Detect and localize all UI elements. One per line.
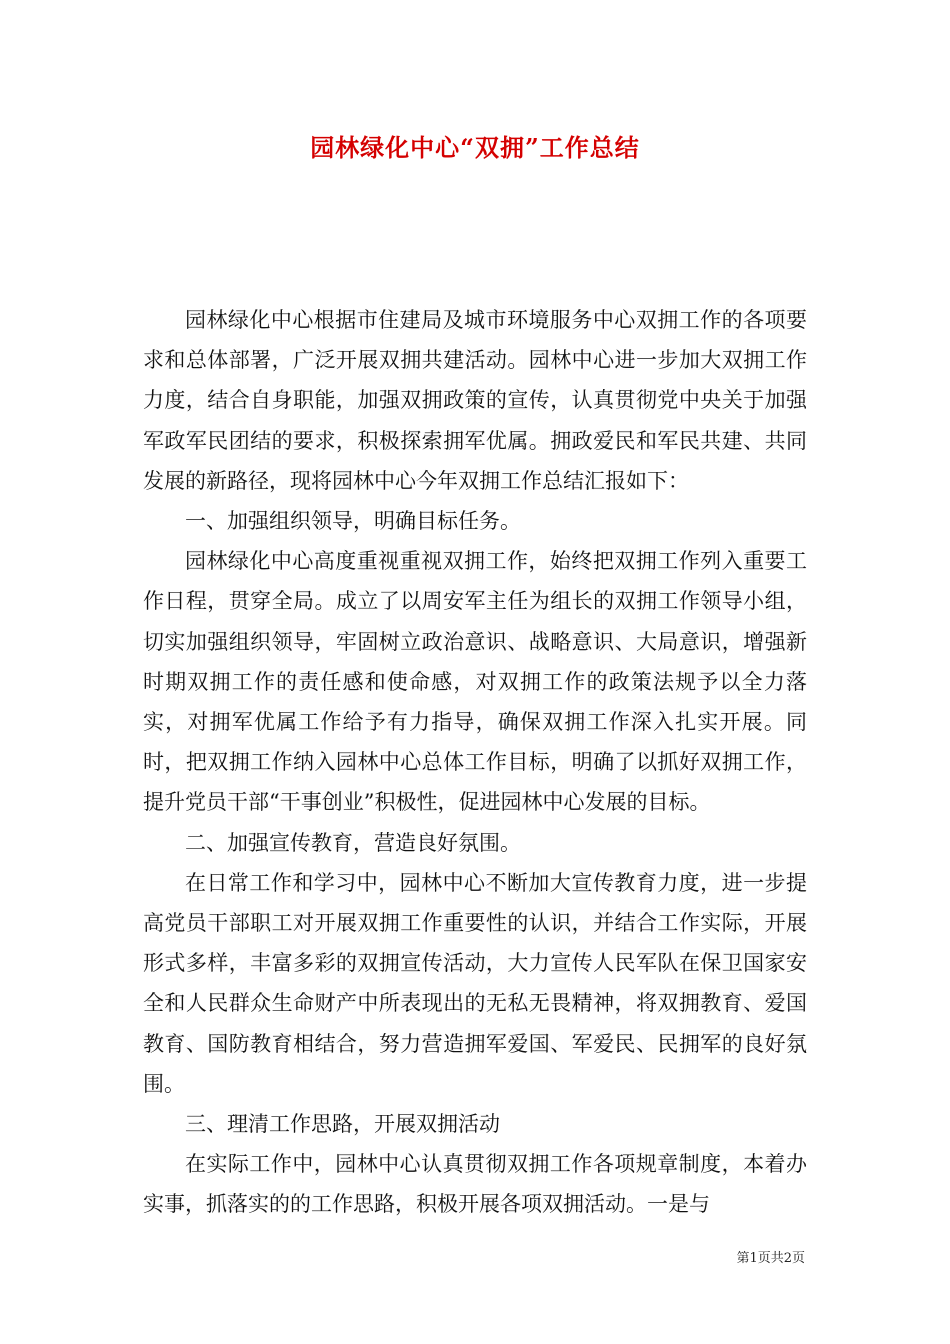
section-heading-1: 一、加强组织领导，明确目标任务。: [185, 509, 521, 534]
section-2-paragraph: 在日常工作和学习中，园林中心不断加大宣传教育力度，进一步提高党员干部职工对开展双拥工作重要性的认识，并结合工作实际，开展形式多样，丰富多彩的双拥宣传活动，大力宣传人民军队在保卫国家安全和人民群众生命财产中所表现出的无私无畏精神，将双拥教育、爱国教育、国防教育相结合，努力营造拥军爱国、军爱民、民拥军的良好氛围。: [143, 870, 807, 1096]
section-heading-2: 二、加强宣传教育，营造良好氛围。: [185, 830, 521, 855]
page-number-footer: 第1页共2页: [736, 1251, 805, 1266]
document-title: 园林绿化中心“双拥”工作总结: [310, 133, 640, 162]
document-body: [143, 300, 807, 1225]
intro-paragraph: 园林绿化中心根据市住建局及城市环境服务中心双拥工作的各项要求和总体部署，广泛开展双拥共建活动。园林中心进一步加大双拥工作力度，结合自身职能，加强双拥政策的宣传，认真贯彻党中央关于加强军政军民团结的要求，积极探索拥军优属。拥政爱民和军民共建、共同发展的新路径，现将园林中心今年双拥工作总结汇报如下：: [143, 308, 807, 493]
section-3-paragraph: 在实际工作中，园林中心认真贯彻双拥工作各项规章制度，本着办实事，抓落实的的工作思路，积极开展各项双拥活动。一是与: [143, 1152, 807, 1217]
section-heading-3: 三、理清工作思路，开展双拥活动: [185, 1112, 500, 1137]
section-1-paragraph: 园林绿化中心高度重视重视双拥工作，始终把双拥工作列入重要工作日程，贯穿全局。成立了以周安军主任为组长的双拥工作领导小组，切实加强组织领导，牢固树立政治意识、战略意识、大局意识，增强新时期双拥工作的责任感和使命感，对双拥工作的政策法规予以全力落实，对拥军优属工作给予有力指导，确保双拥工作深入扎实开展。同时，把双拥工作纳入园林中心总体工作目标，明确了以抓好双拥工作，提升党员干部“干事创业”积极性，促进园林中心发展的目标。: [143, 549, 807, 815]
